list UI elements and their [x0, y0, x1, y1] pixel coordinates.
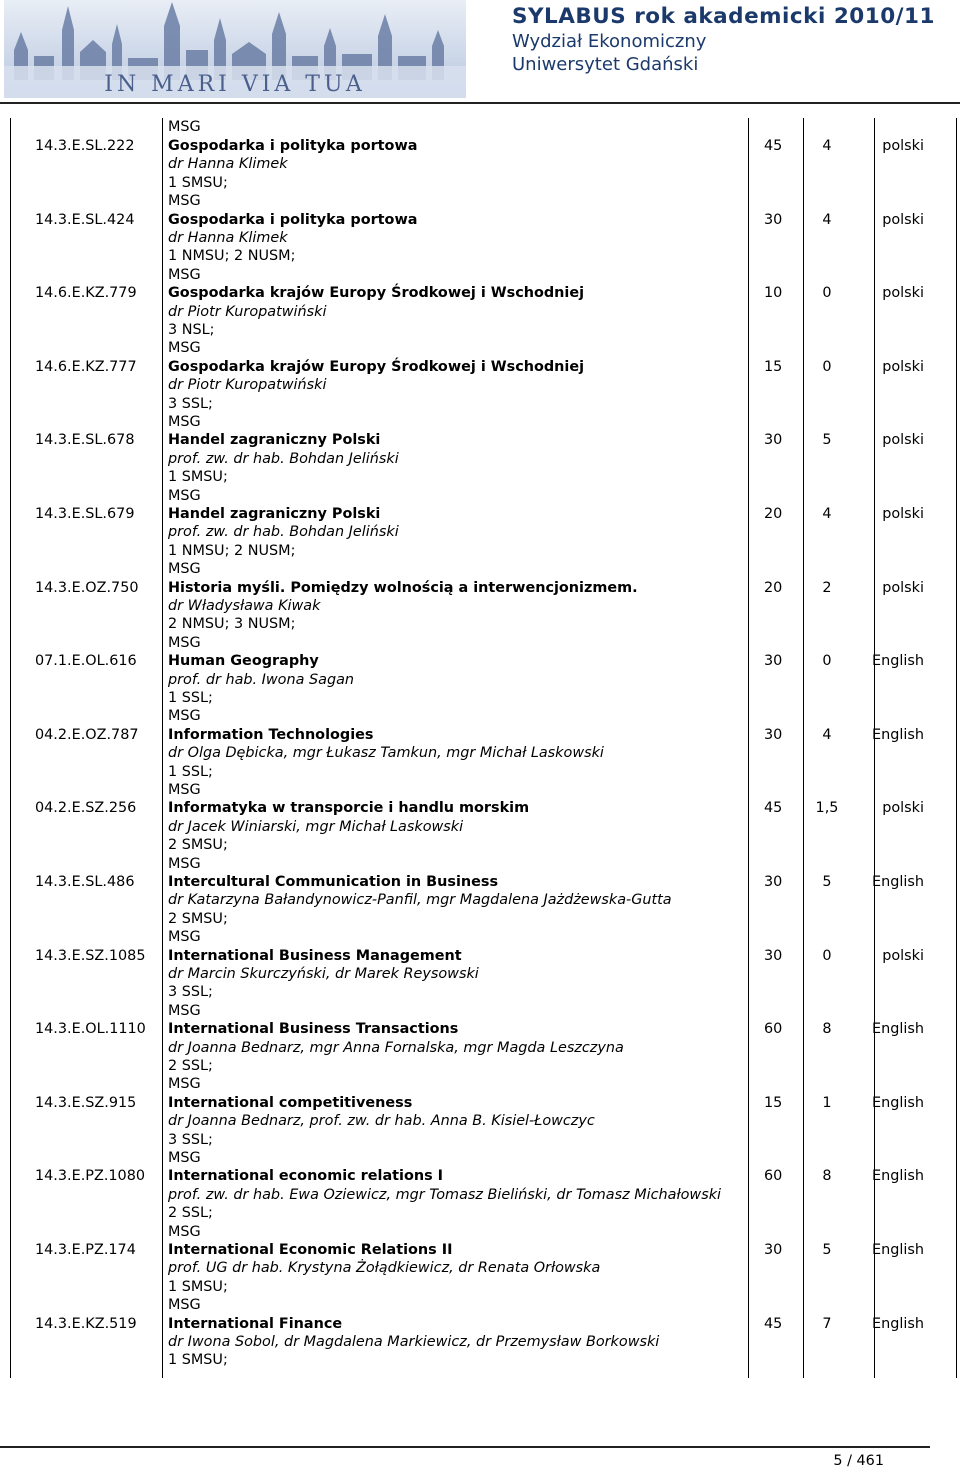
table-row: [0, 431, 960, 505]
course-language: polski: [882, 358, 924, 375]
course-hours: 30: [764, 947, 783, 964]
faculty-name: Wydział Ekonomiczny: [512, 31, 707, 52]
course-title: Information Technologies: [168, 726, 374, 743]
course-title: International Finance: [168, 1315, 343, 1332]
course-lecturer: prof. zw. dr hab. Bohdan Jeliński: [168, 450, 399, 467]
table-row: [0, 1241, 960, 1315]
table-row: [0, 799, 960, 873]
course-ects: 0: [822, 358, 832, 375]
continued-program: MSG: [168, 119, 201, 135]
course-groups: 1 SSL;: [168, 690, 213, 706]
course-groups: 2 SSL;: [168, 1205, 213, 1222]
course-code: 14.3.E.SL.424: [35, 211, 135, 228]
course-language: English: [872, 1242, 924, 1258]
course-title: International Business Management: [168, 947, 462, 964]
course-lecturer: prof. zw. dr hab. Ewa Oziewicz, mgr Tomasz Bieliński, dr Tomasz Michałowski: [168, 1186, 722, 1203]
table-row: [0, 947, 960, 1021]
course-lecturer: dr Joanna Bednarz, prof. zw. dr hab. Anna B. Kisiel-Łowczyc: [168, 1113, 595, 1130]
course-language: polski: [882, 285, 924, 302]
logo-motto: IN MARI VIA TUA: [104, 72, 366, 97]
course-title: International economic relations I: [168, 1168, 444, 1185]
course-hours: 15: [764, 358, 783, 375]
table-row: [0, 652, 960, 726]
course-groups: 3 NSL;: [168, 322, 215, 338]
course-language: English: [872, 1021, 924, 1038]
course-ects: 2: [822, 579, 832, 596]
course-code: 14.3.E.KZ.519: [35, 1315, 137, 1332]
course-program: MSG: [168, 855, 201, 872]
table-row: [0, 873, 960, 947]
course-hours: 10: [764, 285, 783, 302]
table-row: [0, 1020, 960, 1094]
course-ects: 7: [822, 1315, 832, 1332]
course-program: MSG: [168, 782, 201, 799]
course-language: English: [872, 1094, 924, 1111]
course-language: polski: [882, 506, 924, 522]
course-lecturer: dr Marcin Skurczyński, dr Marek Reysowski: [168, 966, 479, 982]
course-groups: 1 SMSU;: [168, 1278, 228, 1295]
course-program: MSG: [168, 266, 201, 283]
table-row: [0, 505, 960, 579]
course-program: MSG: [168, 1002, 201, 1019]
table-row: [0, 1167, 960, 1241]
course-language: English: [872, 874, 924, 890]
table-row: [0, 726, 960, 800]
course-code: 14.3.E.SL.486: [35, 874, 135, 890]
course-ects: 4: [822, 726, 832, 743]
course-title: Gospodarka i polityka portowa: [168, 211, 418, 228]
course-ects: 1,5: [815, 800, 839, 817]
course-language: English: [872, 653, 924, 670]
course-code: 14.3.E.SL.678: [35, 432, 135, 449]
course-title: Gospodarka krajów Europy Środkowej i Wschodniej: [168, 358, 585, 375]
course-hours: 45: [764, 800, 783, 817]
course-title: Handel zagraniczny Polski: [168, 506, 381, 522]
course-groups: 2 NMSU; 3 NUSM;: [168, 616, 296, 633]
course-hours: 15: [764, 1094, 783, 1111]
course-hours: 30: [764, 1242, 783, 1258]
table-row: [0, 1315, 960, 1389]
course-code: 14.3.E.OL.1110: [35, 1021, 146, 1038]
course-title: Human Geography: [168, 653, 319, 670]
course-program: MSG: [168, 1150, 201, 1167]
course-lecturer: dr Olga Dębicka, mgr Łukasz Tamkun, mgr Michał Laskowski: [168, 745, 604, 762]
course-groups: 2 SMSU;: [168, 910, 228, 927]
course-lecturer: dr Katarzyna Bałandynowicz-Panfil, mgr Magdalena Jażdżewska-Gutta: [168, 892, 672, 909]
course-program: MSG: [168, 1297, 201, 1314]
course-title: Informatyka w transporcie i handlu morskim: [168, 800, 530, 817]
course-code: 14.6.E.KZ.777: [35, 358, 137, 375]
course-lecturer: dr Władysława Kiwak: [168, 598, 321, 614]
syllabus-title: SYLABUS rok akademicki 2010/11: [512, 4, 935, 29]
course-hours: 60: [764, 1168, 783, 1185]
course-groups: 3 SSL;: [168, 984, 213, 1001]
course-lecturer: dr Piotr Kuropatwiński: [168, 377, 327, 394]
course-program: MSG: [168, 487, 201, 504]
course-hours: 20: [764, 579, 783, 596]
course-lecturer: dr Hanna Klimek: [168, 230, 288, 246]
course-program: MSG: [168, 193, 201, 210]
course-program: MSG: [168, 1223, 201, 1240]
course-ects: 8: [822, 1168, 832, 1185]
course-code: 14.6.E.KZ.779: [35, 285, 137, 302]
course-groups: 1 NMSU; 2 NUSM;: [168, 248, 296, 265]
course-program: MSG: [168, 708, 201, 725]
course-title: Gospodarka krajów Europy Środkowej i Wschodniej: [168, 285, 585, 302]
course-hours: 45: [764, 138, 783, 154]
course-groups: 1 SMSU;: [168, 469, 228, 486]
course-lecturer: prof. dr hab. Iwona Sagan: [168, 671, 355, 688]
course-groups: 1 SMSU;: [168, 1352, 228, 1369]
course-ects: 1: [822, 1094, 832, 1111]
course-groups: 1 SMSU;: [168, 174, 228, 191]
table-row: [0, 1094, 960, 1168]
course-title: International Business Transactions: [168, 1021, 459, 1038]
course-ects: 8: [822, 1021, 832, 1038]
course-ects: 4: [822, 211, 832, 228]
course-code: 04.2.E.OZ.787: [35, 726, 139, 743]
course-groups: 1 NMSU; 2 NUSM;: [168, 542, 296, 559]
course-language: English: [872, 1168, 924, 1185]
university-name: Uniwersytet Gdański: [512, 54, 699, 75]
course-code: 07.1.E.OL.616: [35, 653, 137, 670]
course-language: polski: [882, 211, 924, 228]
course-ects: 4: [822, 506, 832, 522]
course-ects: 0: [822, 653, 832, 670]
course-ects: 0: [822, 947, 832, 964]
course-code: 14.3.E.SL.222: [35, 138, 135, 154]
course-title: Gospodarka i polityka portowa: [168, 138, 418, 154]
course-lecturer: dr Piotr Kuropatwiński: [168, 303, 327, 320]
course-groups: 1 SSL;: [168, 763, 213, 780]
course-language: polski: [882, 432, 924, 449]
course-language: polski: [882, 800, 924, 817]
course-lecturer: dr Hanna Klimek: [168, 156, 288, 173]
course-hours: 30: [764, 211, 783, 228]
course-ects: 5: [822, 432, 832, 449]
course-hours: 30: [764, 432, 783, 449]
course-code: 14.3.E.OZ.750: [35, 579, 139, 596]
course-groups: 2 SMSU;: [168, 837, 228, 854]
course-program: MSG: [168, 1076, 201, 1093]
course-lecturer: dr Jacek Winiarski, mgr Michał Laskowski: [168, 818, 464, 835]
table-row: [0, 358, 960, 432]
course-ects: 5: [822, 1242, 832, 1258]
course-code: 04.2.E.SZ.256: [35, 800, 137, 817]
course-code: 14.3.E.SZ.915: [35, 1094, 137, 1111]
course-ects: 4: [822, 138, 832, 154]
course-language: polski: [882, 579, 924, 596]
course-program: MSG: [168, 561, 201, 578]
course-program: MSG: [168, 414, 201, 431]
course-groups: 2 SSL;: [168, 1058, 213, 1074]
course-title: International Economic Relations II: [168, 1242, 453, 1258]
course-lecturer: dr Joanna Bednarz, mgr Anna Fornalska, mgr Magda Leszczyna: [168, 1039, 624, 1056]
course-language: polski: [882, 947, 924, 964]
course-program: MSG: [168, 634, 201, 651]
table-row: [0, 284, 960, 358]
course-groups: 3 SSL;: [168, 1131, 213, 1148]
page-number: 5 / 461: [833, 1453, 884, 1469]
course-title: Intercultural Communication in Business: [168, 874, 499, 890]
course-lecturer: dr Iwona Sobol, dr Magdalena Markiewicz, dr Przemysław Borkowski: [168, 1334, 660, 1350]
table-row: [0, 211, 960, 285]
course-ects: 5: [822, 874, 832, 890]
course-ects: 0: [822, 285, 832, 302]
course-code: 14.3.E.SZ.1085: [35, 947, 146, 964]
course-title: Handel zagraniczny Polski: [168, 432, 381, 449]
course-groups: 3 SSL;: [168, 395, 213, 412]
footer-divider: [0, 1446, 930, 1448]
course-language: English: [872, 726, 924, 743]
course-hours: 30: [764, 726, 783, 743]
course-lecturer: prof. zw. dr hab. Bohdan Jeliński: [168, 524, 399, 541]
table-row: [0, 579, 960, 653]
course-program: MSG: [168, 929, 201, 946]
course-code: 14.3.E.PZ.174: [35, 1242, 136, 1258]
course-title: Historia myśli. Pomiędzy wolnością a interwencjonizmem.: [168, 579, 638, 596]
course-language: English: [872, 1315, 924, 1332]
course-lecturer: prof. UG dr hab. Krystyna Żołądkiewicz, dr Renata Orłowska: [168, 1260, 601, 1277]
table-row: [0, 137, 960, 211]
course-title: International competitiveness: [168, 1094, 413, 1111]
course-hours: 30: [764, 874, 783, 890]
course-hours: 60: [764, 1021, 783, 1038]
course-language: polski: [882, 138, 924, 154]
course-hours: 45: [764, 1315, 783, 1332]
course-code: 14.3.E.PZ.1080: [35, 1168, 146, 1185]
course-hours: 30: [764, 653, 783, 670]
course-hours: 20: [764, 506, 783, 522]
course-code: 14.3.E.SL.679: [35, 506, 135, 522]
course-program: MSG: [168, 340, 201, 357]
